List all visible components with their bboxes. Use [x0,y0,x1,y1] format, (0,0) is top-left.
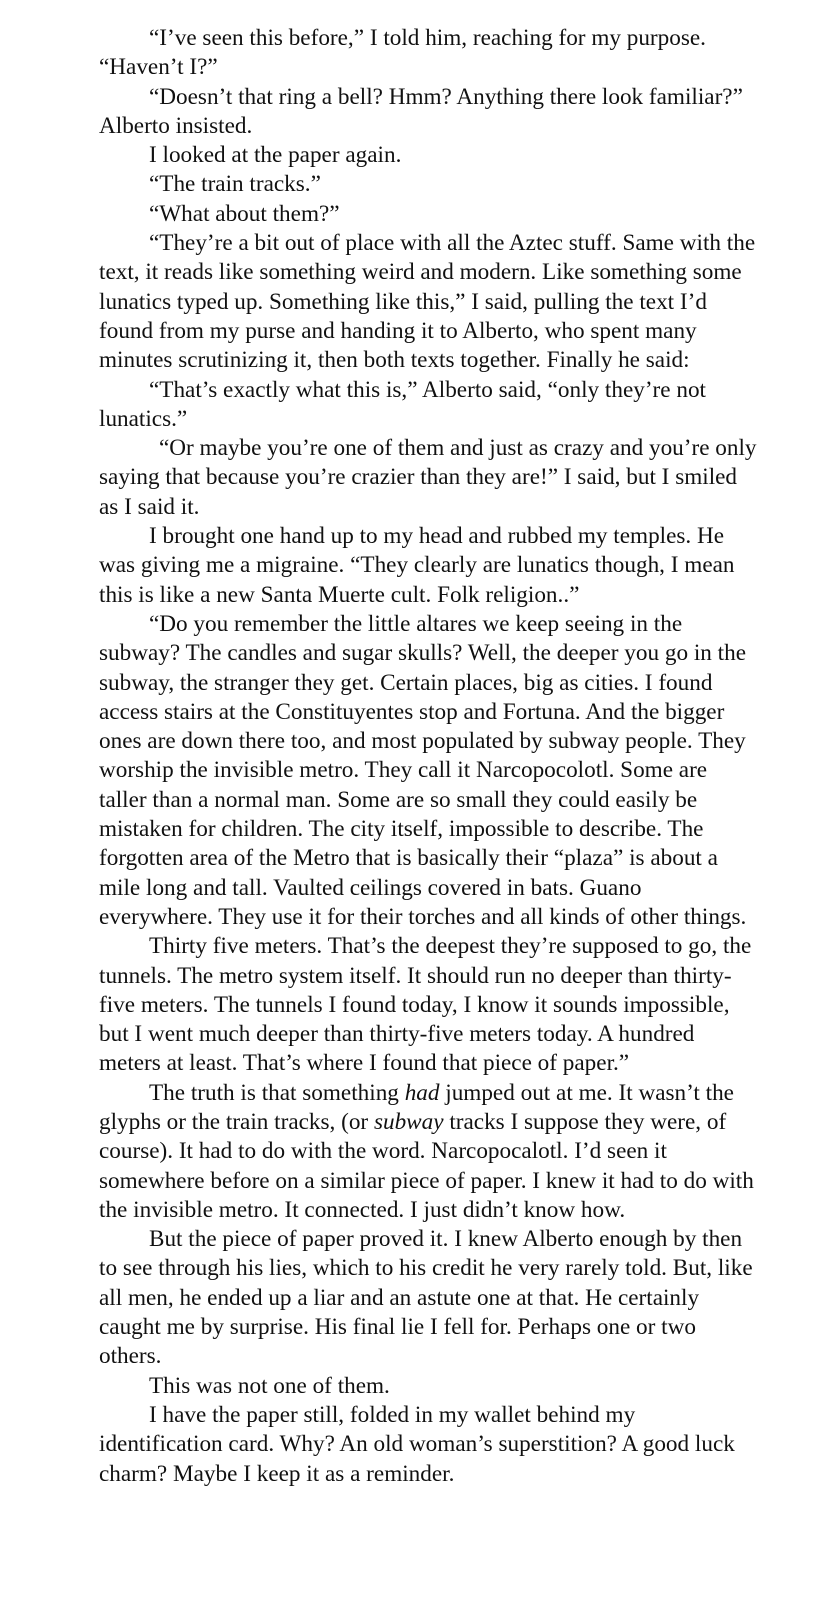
paragraph-6: “They’re a bit out of place with all the Aztec stuff. Same with the text, it reads like something weird and modern. Like something some lunatics typed up. Something like this,” I said, pulling the text I’d found from my purse and handing it to Alberto, who spent many minutes scrutinizing it, then both texts together. Finally he said: [99,230,756,374]
paragraph-13: But the piece of paper proved it. I knew Alberto enough by then to see through his lies, which to his credit he very rarely told. But, like all men, he ended up a liar and an astute one at that. He certainly caught me by surprise. His final lie I fell for. Perhaps one or two others. [99,1226,753,1370]
paragraph-11: Thirty five meters. That’s the deepest they’re supposed to go, the tunnels. The metro system itself. It should run no deeper than thirty-five meters. The tunnels I found today, I know it sounds impossible, but I went much deeper than thirty-five meters today. A hundred meters at least. That’s where I found that piece of paper.” [99,933,752,1077]
paragraph-4: “The train tracks.” [149,171,321,198]
paragraph-15: I have the paper still, folded in my wallet behind my identification card. Why? An old woman’s superstition? A good luck charm? Maybe I keep it as a reminder. [99,1401,735,1487]
paragraph-12 [99,1079,758,1225]
paragraph-2: “Doesn’t that ring a bell? Hmm? Anything there look familiar?” Alberto insisted. [99,83,743,139]
paragraph-10: “Do you remember the little altares we keep seeing in the subway? The candles and sugar skulls? Well, the deeper you go in the subway, the stranger they get. Certain places, big as cities. I found access stairs at the Constituyentes stop and Fortuna. And the bigger ones are down there too, and most populated by subway people. They worship the invisible metro. They call it Narcopocolotl. Some are taller than a normal man. Some are so small they could easily be mistaken for children. The city itself, impossible to describe. The forgotten area of the Metro that is basically their “plaza” is about a mile long and tall. Vaulted ceilings covered in bats. Guano everywhere. They use it for their torches and all kinds of other things. [99,610,747,930]
paragraph-3: I looked at the paper again. [149,142,402,169]
paragraph-7: “That’s exactly what this is,” Alberto said, “only they’re not lunatics.” [99,376,706,432]
paragraph-14: This was not one of them. [149,1372,390,1399]
paragraph-12-part-3: tracks I suppose they were, of course). It had to do with the word. Narcopocalotl. I’d seen it somewhere before on a similar piece of paper. I knew it had to do with the invisible metro. It connected. I just didn’t know how. [99,1108,754,1223]
paragraph-12-part-1: The truth is that something [149,1079,405,1106]
paragraph-9: I brought one hand up to my head and rubbed my temples. He was giving me a migraine. “They clearly are lunatics though, I mean this is like a new Santa Muerte cult. Folk religion..” [99,523,735,608]
paragraph-5: “What about them?” [149,200,340,227]
paragraph-12-part-2: jumped out at me. It wasn’t the glyphs or the train tracks, (or [99,1079,734,1135]
emphasis-had: had [404,1079,440,1106]
paragraph-8: “Or maybe you’re one of them and just as crazy and you’re only saying that because you’re crazier than they are!” I said, but I smiled as I said it. [99,435,757,520]
emphasis-subway: subway [373,1108,444,1135]
paragraph-1: “I’ve seen this before,” I told him, reaching for my purpose. “Haven’t I?” [99,25,706,81]
